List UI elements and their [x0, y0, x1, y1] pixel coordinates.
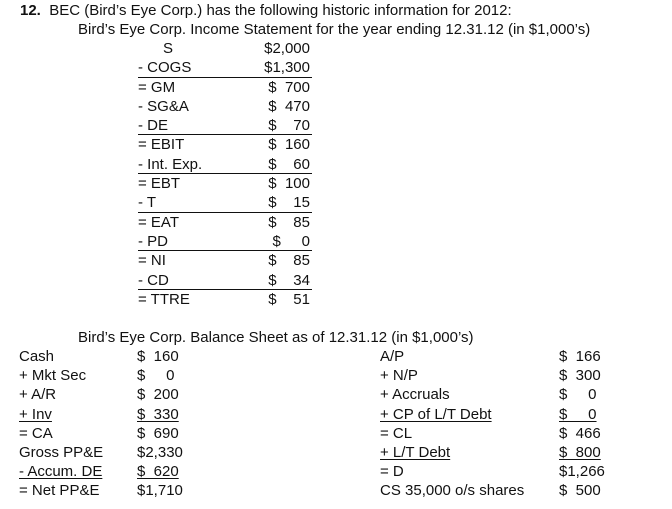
is-value: $ 85	[268, 213, 310, 231]
is-value: $ 0	[272, 232, 310, 250]
bs-asset-row	[19, 347, 199, 366]
is-row-ni	[138, 251, 312, 270]
bs-liability-row	[380, 462, 620, 481]
is-label: - COGS	[138, 59, 192, 77]
bs-liability-row	[380, 443, 620, 462]
bs-liability-row	[380, 347, 620, 366]
bs-liability-row	[380, 481, 620, 500]
is-label: S	[162, 40, 173, 57]
bs-liability-row	[380, 405, 620, 424]
bs-label: + Mkt Sec	[19, 367, 87, 385]
is-value: $ 34	[268, 271, 310, 289]
bs-value: $ 0	[137, 367, 175, 385]
is-row-de	[138, 116, 312, 135]
balance-sheet-assets	[19, 347, 199, 501]
is-row-ebit	[138, 135, 312, 154]
is-value: $ 470	[268, 97, 310, 115]
is-label: - Int. Exp.	[138, 155, 203, 173]
bs-label: A/P	[380, 348, 405, 365]
is-label: - SG&A	[138, 97, 189, 115]
bs-value: $1,710	[137, 482, 183, 500]
is-row-ebt	[138, 174, 312, 193]
bs-asset-row	[19, 366, 199, 385]
bs-value: $ 0	[559, 386, 597, 404]
is-value: $ 160	[268, 136, 310, 154]
bs-value: $ 166	[559, 348, 601, 365]
bs-asset-row	[19, 385, 199, 404]
is-row-interest	[138, 155, 312, 174]
is-value: $ 15	[268, 194, 310, 212]
is-row-cd	[138, 271, 312, 290]
problem-heading	[20, 1, 512, 20]
bs-value: $ 330	[137, 405, 179, 423]
is-value: $ 60	[268, 155, 310, 173]
is-value: $1,300	[264, 59, 310, 77]
bs-label: + CP of L/T Debt	[380, 405, 492, 423]
bs-label: Cash	[19, 348, 55, 365]
bs-label: = CA	[19, 424, 53, 442]
bs-label: + L/T Debt	[380, 443, 451, 461]
is-label: - CD	[138, 271, 169, 289]
is-row-sales	[138, 39, 312, 58]
bs-value: $ 690	[137, 424, 179, 442]
bs-label: + Inv	[19, 405, 52, 423]
bs-label: + N/P	[380, 367, 418, 385]
bs-value: $ 200	[137, 386, 179, 404]
is-label: = EAT	[138, 213, 179, 231]
bs-label: + Accruals	[380, 386, 450, 404]
bs-label: + A/R	[19, 386, 57, 404]
is-label: - T	[138, 194, 157, 212]
is-row-eat	[138, 213, 312, 232]
bs-asset-row	[19, 405, 199, 424]
income-statement-title: Bird’s Eye Corp. Income Statement for the year ending 12.31.12 (in $1,000’s)	[78, 21, 591, 38]
is-value: $ 85	[268, 252, 310, 270]
bs-value: $ 300	[559, 367, 601, 385]
is-row-tax	[138, 193, 312, 212]
is-row-sga	[138, 97, 312, 116]
bs-liability-row	[380, 366, 620, 385]
problem-text: BEC (Bird’s Eye Corp.) has the following historic information for 2012:	[49, 2, 512, 19]
bs-liability-row	[380, 385, 620, 404]
is-label: - PD	[138, 232, 168, 250]
bs-label: CS 35,000 o/s shares	[380, 482, 525, 500]
bs-value: $2,330	[137, 443, 183, 461]
bs-value: $ 500	[559, 482, 601, 500]
income-statement-table	[138, 39, 312, 309]
is-label: = EBIT	[138, 136, 185, 154]
bs-label: Gross PP&E	[19, 443, 104, 461]
is-label: - DE	[138, 117, 168, 135]
bs-asset-row	[19, 443, 199, 462]
is-label: = EBT	[138, 175, 181, 193]
is-label: = GM	[138, 78, 176, 96]
balance-sheet-title: Bird’s Eye Corp. Balance Sheet as of 12.31.12 (in $1,000’s)	[78, 329, 474, 346]
bs-asset-row	[19, 481, 199, 500]
is-value: $ 70	[268, 117, 310, 135]
problem-number: 12.	[20, 2, 41, 19]
bs-value: $ 160	[137, 348, 179, 365]
bs-value: $ 800	[559, 443, 601, 461]
bs-asset-row	[19, 462, 199, 481]
is-row-pd	[138, 232, 312, 251]
bs-liability-row	[380, 424, 620, 443]
bs-label: - Accum. DE	[19, 463, 103, 481]
is-row-ttre	[138, 290, 312, 309]
bs-value: $ 620	[137, 463, 179, 481]
is-label: = NI	[138, 252, 166, 270]
is-value: $ 100	[268, 175, 310, 193]
bs-value: $1,266	[559, 463, 605, 481]
is-value: $2,000	[264, 40, 310, 57]
is-row-cogs	[138, 58, 312, 77]
bs-label: = CL	[380, 424, 413, 442]
balance-sheet-liabilities	[380, 347, 620, 501]
bs-label: = D	[380, 463, 404, 481]
bs-asset-row	[19, 424, 199, 443]
bs-value: $ 466	[559, 424, 601, 442]
bs-label: = Net PP&E	[19, 482, 100, 500]
is-row-gm	[138, 78, 312, 97]
is-label: = TTRE	[138, 290, 190, 308]
is-value: $ 51	[268, 290, 310, 308]
bs-value: $ 0	[559, 405, 597, 423]
is-value: $ 700	[268, 78, 310, 96]
